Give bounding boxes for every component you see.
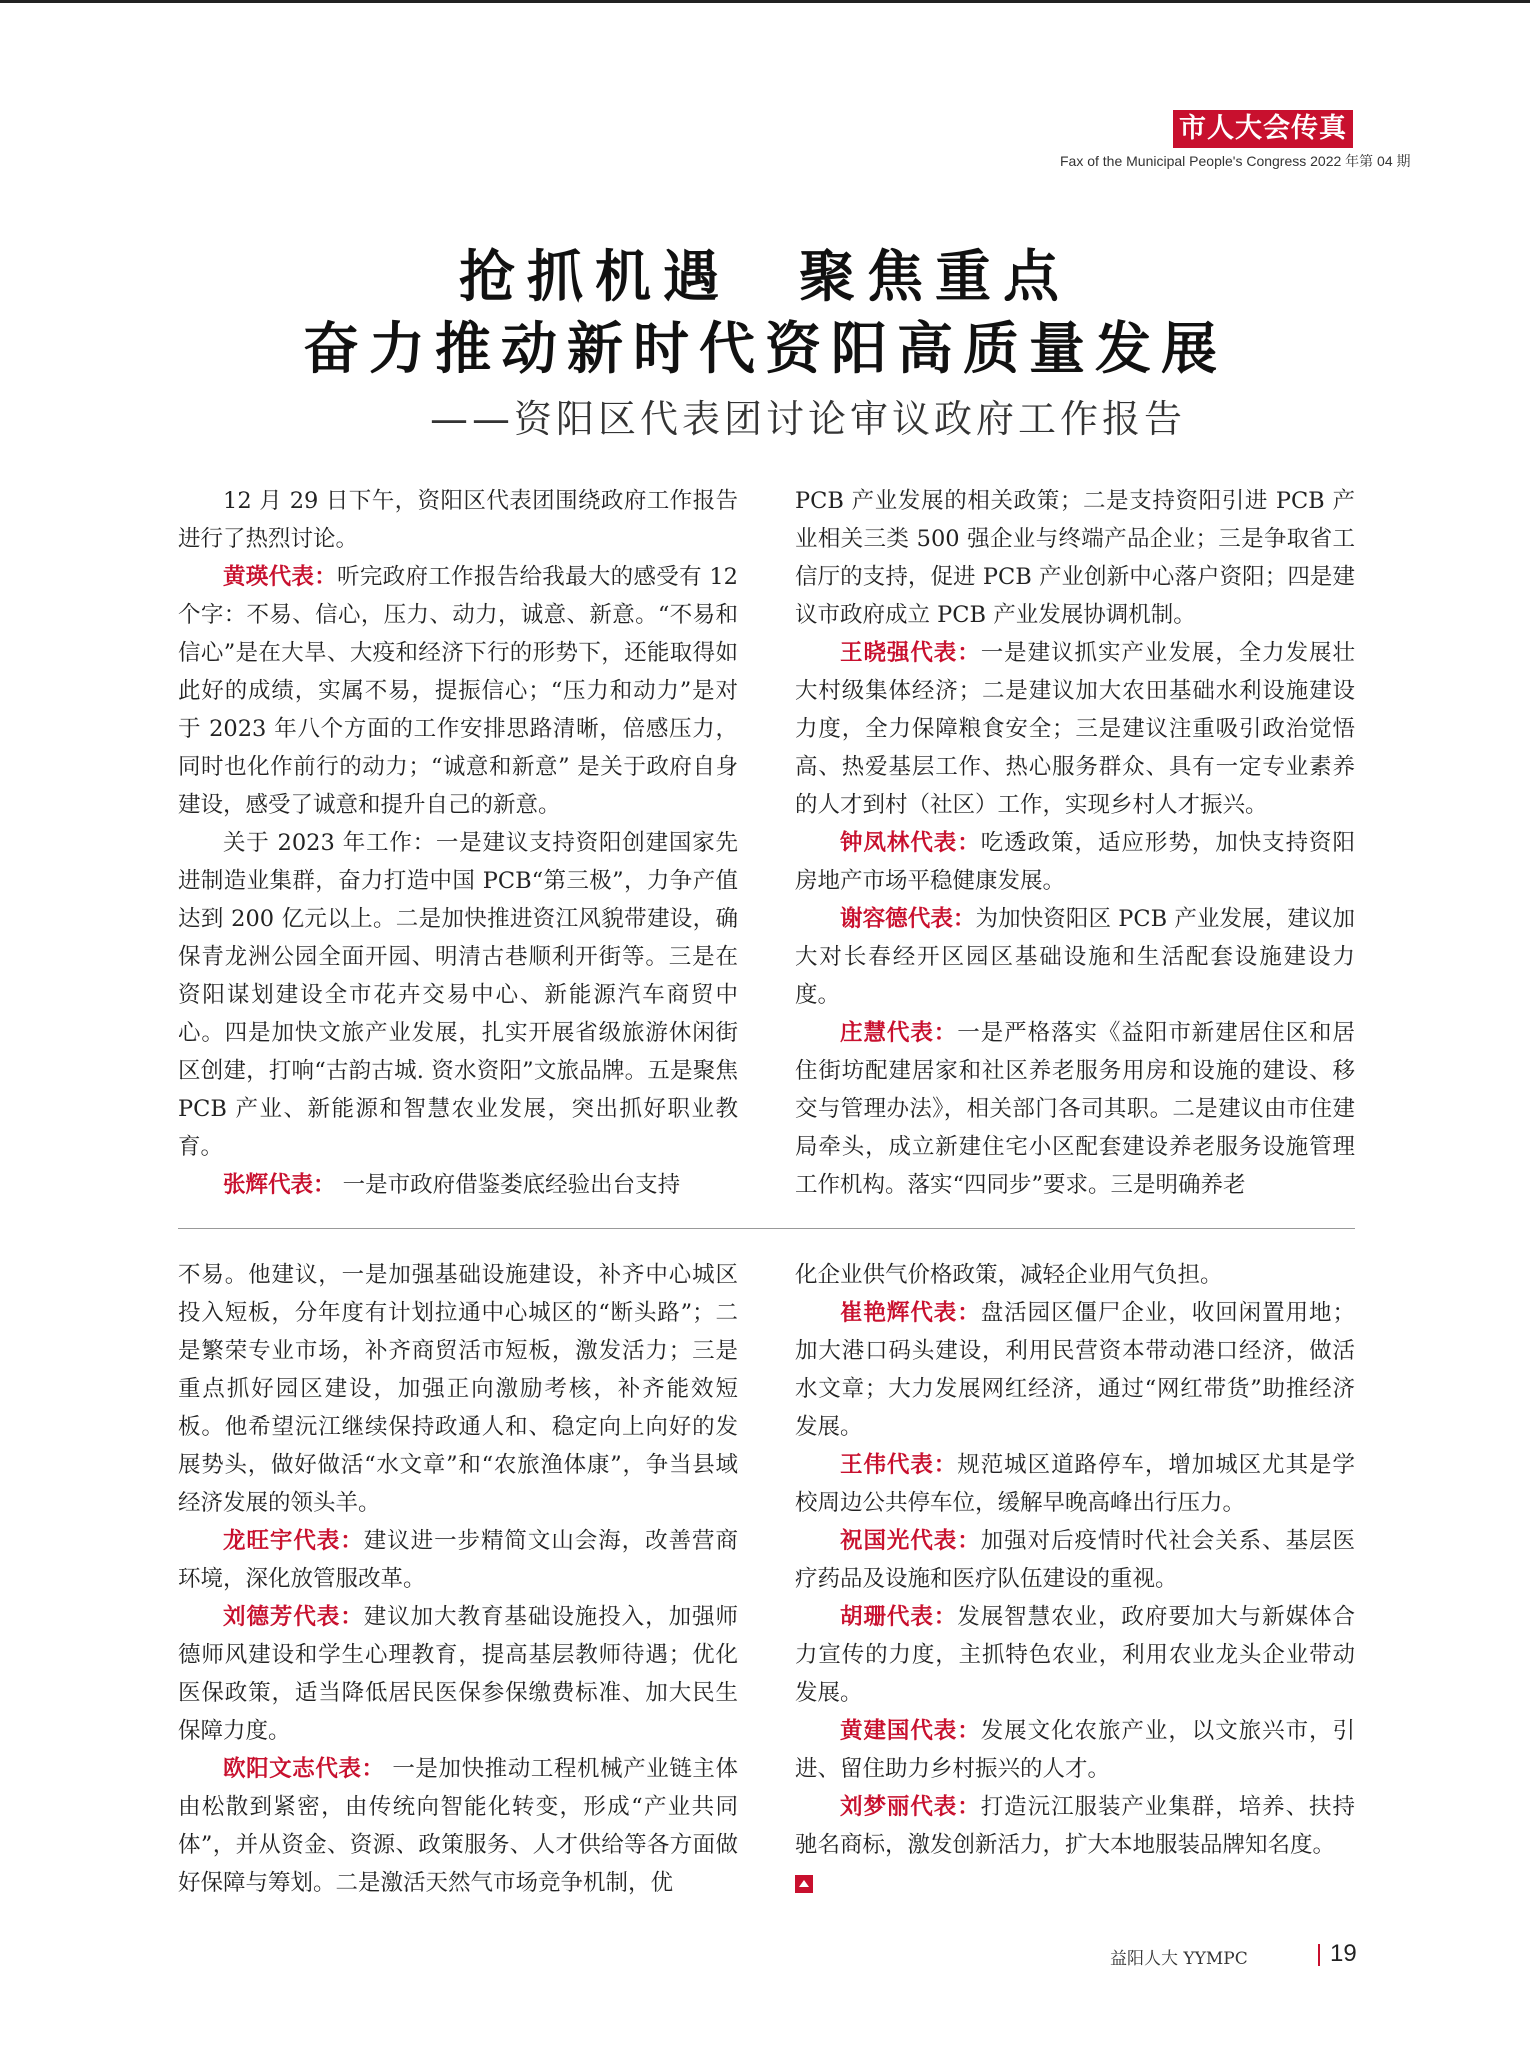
paragraph bbox=[795, 1712, 1355, 1788]
speech-text: 一是建议抓实产业发展，全力发展壮大村级集体经济；二是建议加大农田基础水利设施建设力度，全力保障粮食安全；三是建议注重吸引政治觉悟高、热爱基层工作、热心服务群众、具有一定专业素养的人才到村（社区）工作，实现乡村人才振兴。 bbox=[795, 640, 1355, 818]
column-2 bbox=[795, 482, 1355, 1204]
paragraph: 12 月 29 日下午，资阳区代表团围绕政府工作报告进行了热烈讨论。 bbox=[178, 488, 738, 552]
column-4 bbox=[795, 1256, 1355, 1864]
paragraph bbox=[795, 1522, 1355, 1598]
paragraph bbox=[795, 1294, 1355, 1446]
speech-text: 加强对后疫情时代社会关系、基层医疗药品及设施和医疗队伍建设的重视。 bbox=[795, 1528, 1355, 1592]
speech-text: 规范城区道路停车，增加城区尤其是学校周边公共停车位，缓解早晚高峰出行压力。 bbox=[795, 1452, 1355, 1516]
speaker-name: 龙旺宇代表： bbox=[223, 1528, 364, 1554]
paragraph bbox=[178, 1598, 738, 1750]
paragraph bbox=[795, 900, 1355, 1014]
paragraph bbox=[795, 1788, 1355, 1864]
speech-text: 吃透政策，适应形势，加快支持资阳房地产市场平稳健康发展。 bbox=[795, 830, 1355, 894]
speech-text: 建议加大教育基础设施投入，加强师德师风建设和学生心理教育，提高基层教师待遇；优化医保政策，适当降低居民医保参保缴费标准、加大民生保障力度。 bbox=[178, 1604, 738, 1744]
speech-text: 发展智慧农业，政府要加大与新媒体合力宣传的力度，主抓特色农业，利用农业龙头企业带动发展。 bbox=[795, 1604, 1355, 1706]
footer-separator bbox=[1318, 1944, 1320, 1966]
paragraph bbox=[178, 558, 738, 824]
speaker-name: 庄慧代表： bbox=[840, 1020, 958, 1046]
speaker-name: 崔艳辉代表： bbox=[840, 1300, 981, 1326]
speaker-name: 欧阳文志代表： bbox=[223, 1756, 385, 1782]
paragraph bbox=[795, 1598, 1355, 1712]
paragraph: 不易。他建议，一是加强基础设施建设，补齐中心城区投入短板，分年度有计划拉通中心城区的“断头路”；二是繁荣专业市场，补齐商贸活市短板，激发活力；三是重点抓好园区建设，加强正向激励考核，补齐能效短板。他希望沅江继续保持政通人和、稳定向上向好的发展势头，做好做活“水文章”和“农旅渔体康”，争当县域经济发展的领头羊。 bbox=[178, 1262, 738, 1516]
page-number: 19 bbox=[1330, 1940, 1357, 1967]
speaker-name: 黄建国代表： bbox=[840, 1718, 981, 1744]
column-1 bbox=[178, 482, 738, 1204]
article-title-line-1: 抢抓机遇 聚焦重点 bbox=[459, 244, 1071, 310]
paragraph bbox=[795, 1446, 1355, 1522]
speech-text: 一是市政府借鉴娄底经验出台支持 bbox=[335, 1172, 681, 1198]
speech-text: 建议进一步精简文山会海，改善营商环境，深化放管服改革。 bbox=[178, 1528, 738, 1592]
end-mark-icon bbox=[795, 1875, 813, 1893]
speaker-name: 刘德芳代表： bbox=[223, 1604, 364, 1630]
speech-text: 为加快资阳区 PCB 产业发展，建议加大对长春经开区园区基础设施和生活配套设施建设力度。 bbox=[795, 906, 1355, 1008]
speech-text: 听完政府工作报告给我最大的感受有 12 个字：不易、信心，压力、动力，诚意、新意。“不易和信心”是在大旱、大疫和经济下行的形势下，还能取得如此好的成绩，实属不易，提振信心；“压力和动力”是对于 2023 年八个方面的工作安排思路清晰，倍感压力，同时也化作前行的动力；“诚意和新意” 是关于政府自身建设，感受了诚意和提升自己的新意。 bbox=[178, 564, 738, 818]
paragraph: 化企业供气价格政策，减轻企业用气负担。 bbox=[795, 1262, 1223, 1288]
top-rule bbox=[0, 0, 1530, 3]
column-badge: 市人大会传真 bbox=[1173, 110, 1353, 148]
speaker-name: 刘梦丽代表： bbox=[840, 1794, 981, 1820]
speaker-name: 张辉代表： bbox=[223, 1172, 336, 1198]
speaker-name: 王晓强代表： bbox=[840, 640, 981, 666]
paragraph bbox=[178, 1522, 738, 1598]
speech-text: 一是严格落实《益阳市新建居住区和居住街坊配建居家和社区养老服务用房和设施的建设、移交与管理办法》，相关部门各司其职。二是建议由市住建局牵头，成立新建住宅小区配套建设养老服务设施管理工作机构。落实“四同步”要求。三是明确养老 bbox=[795, 1020, 1355, 1198]
speaker-name: 钟凤林代表： bbox=[840, 830, 981, 856]
speech-text: 盘活园区僵尸企业，收回闲置用地；加大港口码头建设，利用民营资本带动港口经济，做活水文章；大力发展网红经济，通过“网红带货”助推经济发展。 bbox=[795, 1300, 1355, 1440]
speech-text: 一是加快推动工程机械产业链主体由松散到紧密，由传统向智能化转变，形成“产业共同体”，并从资金、资源、政策服务、人才供给等各方面做好保障与筹划。二是激活天然气市场竞争机制，优 bbox=[178, 1756, 738, 1896]
speaker-name: 王伟代表： bbox=[840, 1452, 958, 1478]
paragraph: 关于 2023 年工作：一是建议支持资阳创建国家先进制造业集群，奋力打造中国 PCB“第三极”，力争产值达到 200 亿元以上。二是加快推进资江风貌带建设，确保青龙洲公园全面开园、明清古巷顺利开街等。三是在资阳谋划建设全市花卉交易中心、新能源汽车商贸中心。四是加快文旅产业发展，扎实开展省级旅游休闲街区创建，打响“古韵古城. 资水资阳”文旅品牌。五是聚焦 PCB 产业、新能源和智慧农业发展，突出抓好职业教育。 bbox=[178, 830, 738, 1160]
article-title-line-2: 奋力推动新时代资阳高质量发展 bbox=[303, 316, 1227, 382]
speech-text: 发展文化农旅产业，以文旅兴市，引进、留住助力乡村振兴的人才。 bbox=[795, 1718, 1355, 1782]
article-subtitle: ——资阳区代表团讨论审议政府工作报告 bbox=[430, 397, 1187, 441]
paragraph bbox=[795, 634, 1355, 824]
column-3 bbox=[178, 1256, 738, 1902]
section-divider bbox=[178, 1228, 1355, 1229]
speaker-name: 胡珊代表： bbox=[840, 1604, 958, 1630]
paragraph bbox=[178, 1750, 738, 1902]
issue-line: Fax of the Municipal People's Congress 2022 年第 04 期 bbox=[1060, 153, 1411, 169]
speech-text: 打造沅江服装产业集群，培养、扶持驰名商标，激发创新活力，扩大本地服装品牌知名度。 bbox=[795, 1794, 1355, 1858]
paragraph bbox=[795, 1014, 1355, 1204]
speaker-name: 祝国光代表： bbox=[840, 1528, 981, 1554]
paragraph: PCB 产业发展的相关政策；二是支持资阳引进 PCB 产业相关三类 500 强企业与终端产品企业；三是争取省工信厅的支持，促进 PCB 产业创新中心落户资阳；四是建议市政府成立 PCB 产业发展协调机制。 bbox=[795, 488, 1355, 628]
speaker-name: 黄瑛代表： bbox=[223, 564, 338, 590]
speaker-name: 谢容德代表： bbox=[840, 906, 976, 932]
paragraph bbox=[178, 1166, 738, 1204]
footer-magazine: 益阳人大 YYMPC bbox=[1110, 1949, 1248, 1969]
paragraph bbox=[795, 824, 1355, 900]
